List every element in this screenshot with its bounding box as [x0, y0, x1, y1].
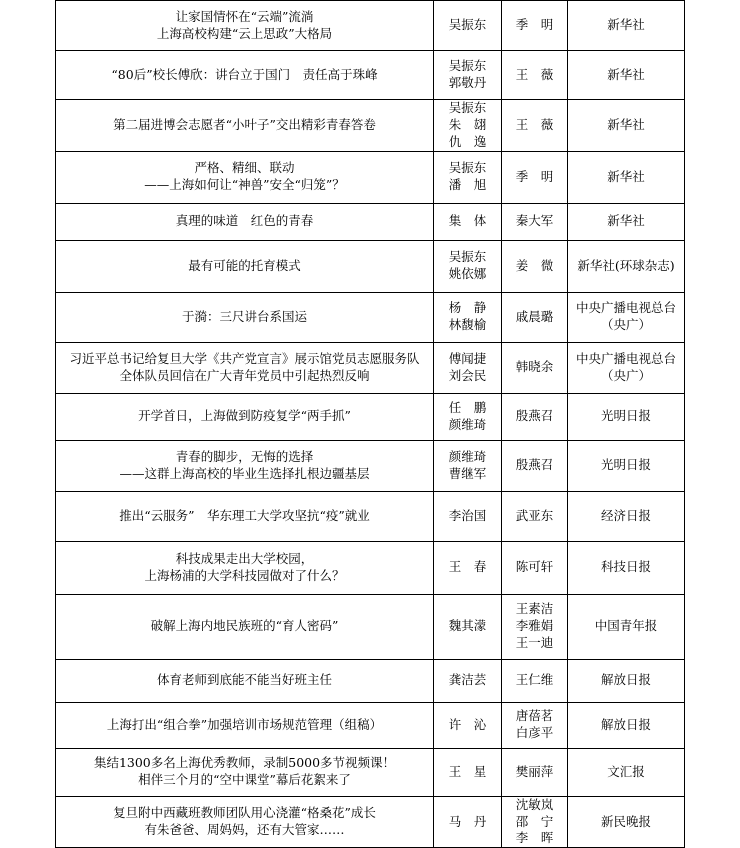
author-cell-line: 吴振东 [448, 249, 487, 265]
title-cell [56, 292, 434, 342]
editor-cell-line: 季 明 [515, 168, 554, 184]
outlet-cell-line: 中央广播电视总台 [575, 300, 676, 316]
outlet-cell [568, 151, 685, 203]
author-cell-line: 杨 静 [448, 300, 487, 316]
editor-cell [502, 748, 568, 796]
author-cell-line: 魏其濛 [448, 618, 487, 634]
editor-cell [502, 702, 568, 748]
author-cell-line: 李治国 [448, 507, 487, 523]
title-cell-line: ——上海如何让“神兽”安全“归笼”？ [144, 177, 345, 193]
editor-cell-line: 秦大军 [515, 213, 554, 229]
outlet-cell-line: 新华社 [607, 213, 645, 229]
author-cell [434, 100, 502, 152]
editor-cell [502, 796, 568, 848]
editor-cell-line: 李雅娟 [515, 618, 554, 634]
editor-cell [502, 292, 568, 342]
author-cell-line: 林馥榆 [448, 317, 487, 333]
awards-table [55, 0, 685, 848]
outlet-cell [568, 491, 685, 541]
title-cell-line: 上海高校构建“云上思政”大格局 [156, 25, 333, 41]
outlet-cell [568, 796, 685, 848]
table-row [56, 342, 685, 393]
outlet-cell-line: 中央广播电视总台 [575, 350, 676, 366]
editor-cell-line: 白彦平 [515, 725, 554, 741]
editor-cell-line: 王 薇 [515, 116, 554, 132]
outlet-cell [568, 342, 685, 393]
title-cell-line: 全体队员回信在广大青年党员中引起热烈反响 [119, 367, 370, 383]
editor-cell-line: 陈可轩 [515, 559, 554, 575]
editor-cell-line: 李 晖 [515, 830, 554, 846]
editor-cell-line: 唐蓓茗 [515, 708, 554, 724]
editor-cell [502, 594, 568, 659]
author-cell [434, 440, 502, 491]
title-cell [56, 659, 434, 702]
title-cell-line: 科技成果走出大学校园， [175, 550, 314, 566]
editor-cell [502, 440, 568, 491]
author-cell-line: 傅闻捷 [448, 350, 487, 366]
author-cell [434, 796, 502, 848]
outlet-cell [568, 748, 685, 796]
outlet-cell-line: 中国青年报 [594, 618, 658, 634]
title-cell-line: 习近平总书记给复旦大学《共产党宣言》展示馆党员志愿服务队 [69, 350, 420, 366]
author-cell-line: 集 体 [448, 213, 487, 229]
table-row [56, 796, 685, 848]
editor-cell [502, 1, 568, 51]
title-cell-line: 上海打出“组合拳”加强培训市场规范管理（组稿） [106, 716, 383, 732]
title-cell-line: 真理的味道 红色的青春 [175, 213, 314, 229]
outlet-cell [568, 659, 685, 702]
editor-cell-line: 王素洁 [515, 601, 554, 617]
outlet-cell-line: 解放日报 [600, 716, 651, 732]
author-cell-line: 郭敬丹 [448, 75, 487, 90]
title-cell-line: 青春的脚步，无悔的选择 [175, 448, 314, 464]
editor-cell-line: 王 薇 [515, 66, 554, 82]
outlet-cell [568, 541, 685, 594]
table-row [56, 1, 685, 51]
title-cell [56, 702, 434, 748]
table-row [56, 594, 685, 659]
editor-cell-line: 王一迪 [515, 635, 554, 651]
author-cell [434, 541, 502, 594]
editor-cell [502, 541, 568, 594]
outlet-cell [568, 100, 685, 152]
table-row [56, 151, 685, 203]
author-cell [434, 1, 502, 51]
author-cell-line: 龚洁芸 [448, 672, 487, 688]
author-cell [434, 748, 502, 796]
table-row [56, 702, 685, 748]
title-cell [56, 491, 434, 541]
table-row [56, 748, 685, 796]
title-cell-line: 推出“云服务” 华东理工大学攻坚抗“疫”就业 [119, 507, 370, 523]
title-cell-line: 最有可能的托育模式 [188, 257, 301, 273]
editor-cell-line: 韩晓余 [515, 359, 554, 375]
title-cell [56, 594, 434, 659]
editor-cell-line: 姜 微 [515, 257, 554, 273]
outlet-cell-line: 光明日报 [600, 408, 651, 424]
author-cell [434, 240, 502, 292]
outlet-cell-line: （央广） [600, 367, 651, 383]
table-row [56, 100, 685, 152]
outlet-cell [568, 292, 685, 342]
author-cell-line: 姚依娜 [448, 266, 487, 282]
editor-cell-line: 殷燕召 [515, 408, 554, 424]
title-cell-line: 相伴三个月的“空中课堂”幕后花絮来了 [138, 772, 351, 788]
title-cell [56, 100, 434, 152]
title-cell-line: ——这群上海高校的毕业生选择扎根边疆基层 [119, 465, 370, 481]
title-cell-line: “80后”校长傅欣：讲台立于国门 责任高于珠峰 [111, 66, 378, 82]
editor-cell [502, 342, 568, 393]
author-cell-line: 王 星 [448, 763, 487, 779]
editor-cell-line: 殷燕召 [515, 457, 554, 473]
author-cell [434, 594, 502, 659]
author-cell [434, 292, 502, 342]
title-cell [56, 240, 434, 292]
author-cell-line: 朱 翃 [448, 116, 487, 132]
title-cell-line: 让家国情怀在“云端”流淌 [175, 8, 314, 24]
title-cell-line: 有朱爸爸、周妈妈，还有大管家…… [144, 821, 345, 837]
table-row [56, 203, 685, 240]
author-cell-line: 颜维琦 [448, 416, 487, 432]
outlet-cell [568, 51, 685, 100]
outlet-cell-line: 经济日报 [600, 507, 651, 523]
table-row [56, 51, 685, 100]
title-cell-line: 严格、精细、联动 [194, 160, 295, 176]
editor-cell [502, 51, 568, 100]
author-cell [434, 702, 502, 748]
outlet-cell [568, 702, 685, 748]
outlet-cell [568, 594, 685, 659]
author-cell-line: 潘 旭 [448, 177, 487, 193]
outlet-cell-line: 新华社 [607, 66, 645, 82]
author-cell-line: 许 沁 [448, 716, 487, 732]
editor-cell [502, 659, 568, 702]
author-cell [434, 393, 502, 440]
title-cell-line: 复旦附中西藏班教师团队用心浇灌“格桑花”成长 [113, 805, 376, 821]
table-row [56, 541, 685, 594]
title-cell-line: 集结1300多名上海优秀教师，录制5000多节视频课！ [93, 755, 396, 771]
table-row [56, 393, 685, 440]
author-cell [434, 659, 502, 702]
editor-cell-line: 武亚东 [515, 507, 554, 523]
editor-cell-line: 戚晨璐 [515, 308, 554, 324]
outlet-cell [568, 240, 685, 292]
author-cell [434, 342, 502, 393]
title-cell [56, 151, 434, 203]
title-cell [56, 541, 434, 594]
table-row [56, 292, 685, 342]
title-cell-line: 开学首日，上海做到防疫复学“两手抓” [138, 408, 351, 424]
author-cell-line: 吴振东 [448, 160, 487, 176]
table-row [56, 491, 685, 541]
outlet-cell-line: 光明日报 [600, 457, 651, 473]
outlet-cell [568, 440, 685, 491]
title-cell-line: 上海杨浦的大学科技园做对了什么？ [144, 567, 345, 583]
editor-cell-line: 季 明 [515, 17, 554, 33]
title-cell [56, 748, 434, 796]
title-cell [56, 393, 434, 440]
table-row [56, 240, 685, 292]
title-cell-line: 破解上海内地民族班的“育人密码” [150, 618, 339, 634]
title-cell [56, 440, 434, 491]
outlet-cell [568, 1, 685, 51]
title-cell-line: 于漪：三尺讲台系国运 [181, 308, 307, 324]
outlet-cell-line: 新华社 [607, 116, 645, 132]
editor-cell-line: 沈敏岚 [515, 796, 554, 812]
author-cell-line: 马 丹 [448, 813, 487, 829]
editor-cell-line: 樊丽萍 [515, 763, 554, 779]
author-cell-line: 吴振东 [448, 17, 487, 33]
author-cell [434, 491, 502, 541]
outlet-cell-line: 科技日报 [600, 559, 651, 575]
title-cell [56, 796, 434, 848]
author-cell-line: 吴振东 [448, 100, 487, 115]
author-cell-line: 刘会民 [448, 367, 487, 383]
title-cell [56, 51, 434, 100]
title-cell-line: 第二届进博会志愿者“小叶子”交出精彩青春答卷 [113, 116, 376, 132]
title-cell [56, 342, 434, 393]
table-row [56, 440, 685, 491]
editor-cell [502, 100, 568, 152]
editor-cell [502, 203, 568, 240]
outlet-cell [568, 203, 685, 240]
editor-cell-line: 王仁维 [515, 672, 554, 688]
editor-cell [502, 240, 568, 292]
title-cell [56, 203, 434, 240]
outlet-cell [568, 393, 685, 440]
author-cell-line: 任 鹏 [448, 399, 487, 415]
author-cell-line: 王 春 [448, 559, 487, 575]
author-cell-line: 颜维琦 [448, 448, 487, 464]
editor-cell [502, 151, 568, 203]
outlet-cell-line: 新华社 [607, 17, 645, 33]
author-cell [434, 51, 502, 100]
outlet-cell-line: 新华社 [607, 168, 645, 184]
outlet-cell-line: 新民晚报 [600, 813, 651, 829]
outlet-cell-line: （央广） [600, 317, 651, 333]
outlet-cell-line: 新华社(环球杂志) [577, 257, 675, 273]
author-cell-line: 仇 逸 [448, 133, 487, 149]
title-cell [56, 1, 434, 51]
editor-cell-line: 邵 宁 [515, 813, 554, 829]
author-cell [434, 151, 502, 203]
author-cell-line: 吴振东 [448, 58, 487, 74]
editor-cell [502, 491, 568, 541]
outlet-cell-line: 文汇报 [607, 763, 645, 779]
author-cell [434, 203, 502, 240]
author-cell-line: 曹继军 [448, 465, 487, 481]
editor-cell [502, 393, 568, 440]
title-cell-line: 体育老师到底能不能当好班主任 [156, 672, 332, 688]
table-row [56, 659, 685, 702]
outlet-cell-line: 解放日报 [600, 672, 651, 688]
